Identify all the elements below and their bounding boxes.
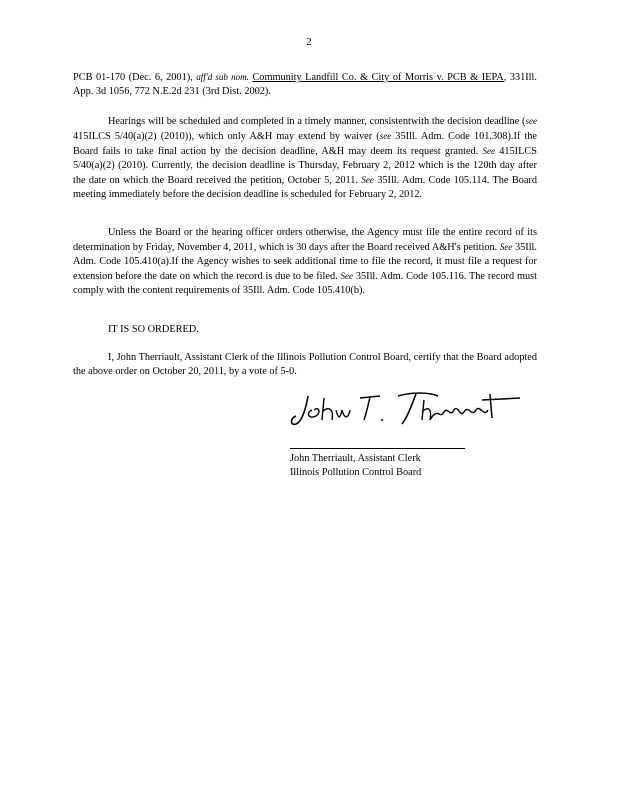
record-paragraph	[73, 226, 537, 298]
record-text-3: 35Ill. Adm. Code 105.116. The record must comply with the content requirements of 35Ill. Adm. Code 105.410(b).	[73, 271, 537, 296]
page-number: 2	[306, 36, 312, 48]
citation-reporter: , 331Ill. App. 3d 1056, 772 N.E.2d 231 (3rd Dist. 2002).	[73, 72, 537, 97]
citation-paragraph	[73, 70, 537, 99]
hearings-text-1: Hearings will be scheduled and completed in a timely manner, consistentwith the decision deadline (	[108, 116, 526, 127]
so-ordered: IT IS SO ORDERED.	[108, 324, 199, 335]
record-text-1: Unless the Board or the hearing officer orders otherwise, the Agency must file the entire record of its determination by Friday, November 4, 2011, which is 30 days after the Board received A&H's petition.	[73, 227, 537, 253]
citation-italic: aff'd sub nom.	[196, 72, 249, 82]
case-name: Community Landfill Co. & City of Morris v. PCB & IEPA	[252, 72, 504, 83]
record-text-2: 35Ill. Adm. Code 105.410(a).If the Agency wishes to seek additional time to file the record, it must file a request for extension before the date on which the record is due to be filed.	[73, 242, 537, 282]
see-italic: See	[482, 146, 495, 156]
signature-block	[290, 452, 421, 480]
handwritten-signature	[288, 386, 528, 436]
see-italic: See	[361, 175, 374, 185]
signer-name: John Therriault, Assistant Clerk	[290, 453, 421, 464]
signature-line	[290, 448, 465, 449]
certification-paragraph: I, John Therriault, Assistant Clerk of the Illinois Pollution Control Board, certify that the Board adopted the above order on October 20, 2011, by a vote of 5-0.	[73, 352, 537, 377]
see-italic: see	[525, 116, 537, 126]
signature-drawing	[288, 386, 528, 436]
see-italic: see	[379, 131, 392, 141]
hearings-text-2: 415ILCS 5/40(a)(2) (2010)), which only A&H may extend by waiver (	[73, 131, 380, 142]
hearings-text-5: 35Ill. Adm. Code 105.114. The Board meeting immediately before the decision deadline is scheduled for February 2, 2012.	[73, 175, 537, 200]
hearings-paragraph	[73, 114, 537, 202]
signer-organization: Illinois Pollution Control Board	[290, 467, 422, 478]
citation-text: PCB 01-170 (Dec. 6, 2001),	[73, 72, 197, 83]
see-italic: See	[499, 242, 513, 252]
hearings-text-4: 415ILCS 5/40(a)(2) (2010). Currently, the decision deadline is Thursday, February 2, 2012 which is the 120th day after the date on which the Board received the petition, October 5, 2011.	[73, 146, 537, 186]
hearings-text-3: 35Ill. Adm. Code 101.308).If the Board fails to take final action by the decision deadline, A&H may deem its request granted.	[73, 131, 537, 157]
see-italic: See	[340, 271, 354, 281]
